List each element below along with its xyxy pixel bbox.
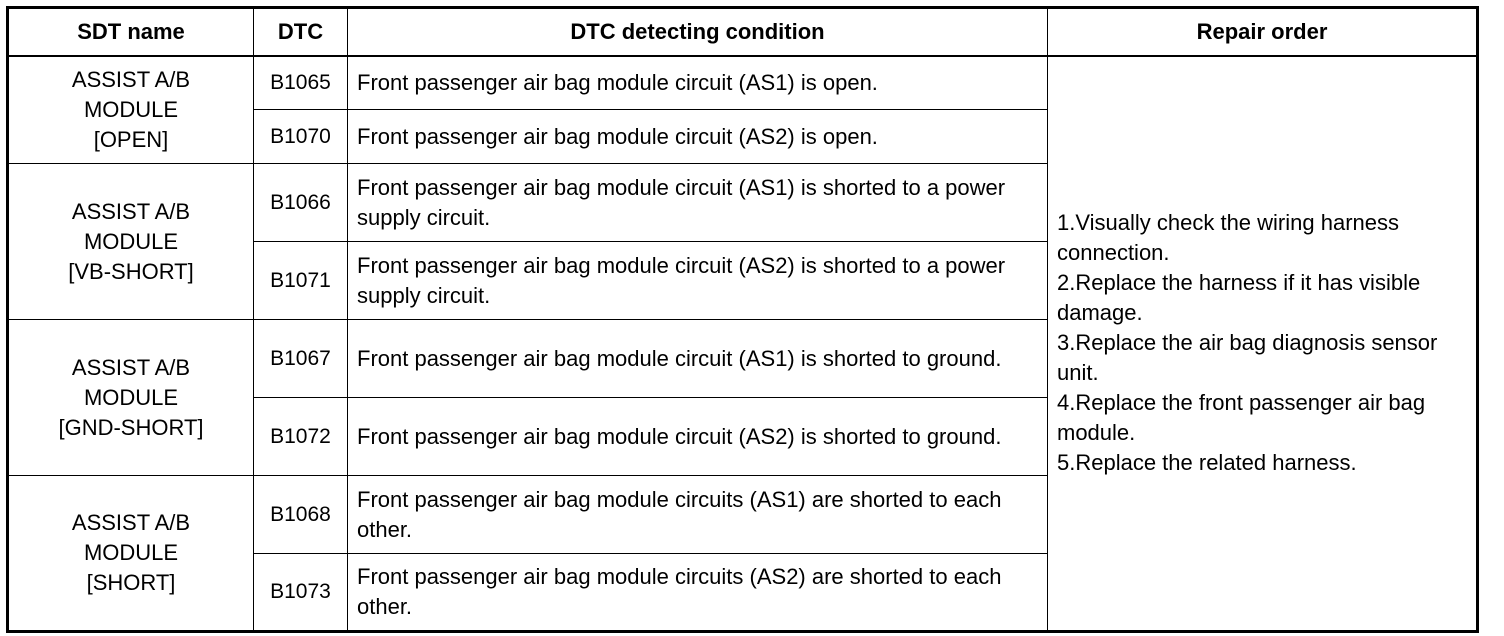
header-sdt-name: SDT name bbox=[8, 8, 254, 56]
sdt-name-line: [SHORT] bbox=[86, 570, 176, 595]
dtc-condition: Front passenger air bag module circuit (AS2) is open. bbox=[348, 110, 1048, 164]
dtc-code: B1068 bbox=[254, 476, 348, 554]
repair-order-cell bbox=[1048, 56, 1478, 632]
table-row bbox=[8, 56, 1478, 110]
sdt-name-cell-gnd-short bbox=[8, 320, 254, 476]
sdt-name-line: MODULE bbox=[83, 96, 179, 122]
repair-step: 1.Visually check the wiring harness connection. bbox=[1057, 210, 1399, 266]
dtc-code: B1072 bbox=[254, 398, 348, 476]
dtc-condition: Front passenger air bag module circuit (AS2) is shorted to ground. bbox=[348, 398, 1048, 476]
sdt-name-cell-vb-short bbox=[8, 164, 254, 320]
sdt-name-line: MODULE bbox=[83, 540, 179, 565]
dtc-code: B1070 bbox=[254, 110, 348, 164]
repair-step: 2.Replace the harness if it has visible damage. bbox=[1057, 270, 1421, 326]
dtc-code: B1066 bbox=[254, 164, 348, 242]
dtc-code: B1073 bbox=[254, 554, 348, 632]
dtc-condition: Front passenger air bag module circuits (AS1) are shorted to each other. bbox=[348, 476, 1048, 554]
repair-step: 3.Replace the air bag diagnosis sensor unit. bbox=[1057, 330, 1438, 386]
table-header-row bbox=[8, 8, 1478, 56]
repair-step: 4.Replace the front passenger air bag module. bbox=[1057, 390, 1426, 446]
sdt-name-line: ASSIST A/B bbox=[71, 66, 191, 92]
sdt-name-line: ASSIST A/B bbox=[71, 510, 191, 535]
sdt-name-line: [GND-SHORT] bbox=[58, 414, 204, 440]
sdt-name-cell-short bbox=[8, 476, 254, 632]
dtc-code: B1065 bbox=[254, 56, 348, 110]
sdt-name-line: [VB-SHORT] bbox=[68, 258, 194, 284]
header-dtc: DTC bbox=[254, 8, 348, 56]
sdt-name-line: MODULE bbox=[83, 228, 179, 254]
dtc-condition: Front passenger air bag module circuit (AS2) is shorted to a power supply circuit. bbox=[348, 242, 1048, 320]
sdt-name-line: ASSIST A/B bbox=[71, 354, 191, 380]
dtc-code: B1067 bbox=[254, 320, 348, 398]
sdt-name-line: MODULE bbox=[83, 384, 179, 410]
dtc-code: B1071 bbox=[254, 242, 348, 320]
sdt-name-line: ASSIST A/B bbox=[71, 198, 191, 224]
dtc-condition: Front passenger air bag module circuit (AS1) is shorted to a power supply circuit. bbox=[348, 164, 1048, 242]
dtc-condition: Front passenger air bag module circuit (AS1) is open. bbox=[348, 56, 1048, 110]
dtc-table bbox=[6, 6, 1479, 633]
header-repair-order: Repair order bbox=[1048, 8, 1478, 56]
dtc-condition: Front passenger air bag module circuit (AS1) is shorted to ground. bbox=[348, 320, 1048, 398]
sdt-name-line: [OPEN] bbox=[93, 126, 169, 152]
repair-step: 5.Replace the related harness. bbox=[1057, 450, 1357, 476]
dtc-table-container bbox=[6, 6, 1476, 633]
header-condition: DTC detecting condition bbox=[348, 8, 1048, 56]
sdt-name-cell-open bbox=[8, 56, 254, 164]
dtc-condition: Front passenger air bag module circuits (AS2) are shorted to each other. bbox=[348, 554, 1048, 632]
